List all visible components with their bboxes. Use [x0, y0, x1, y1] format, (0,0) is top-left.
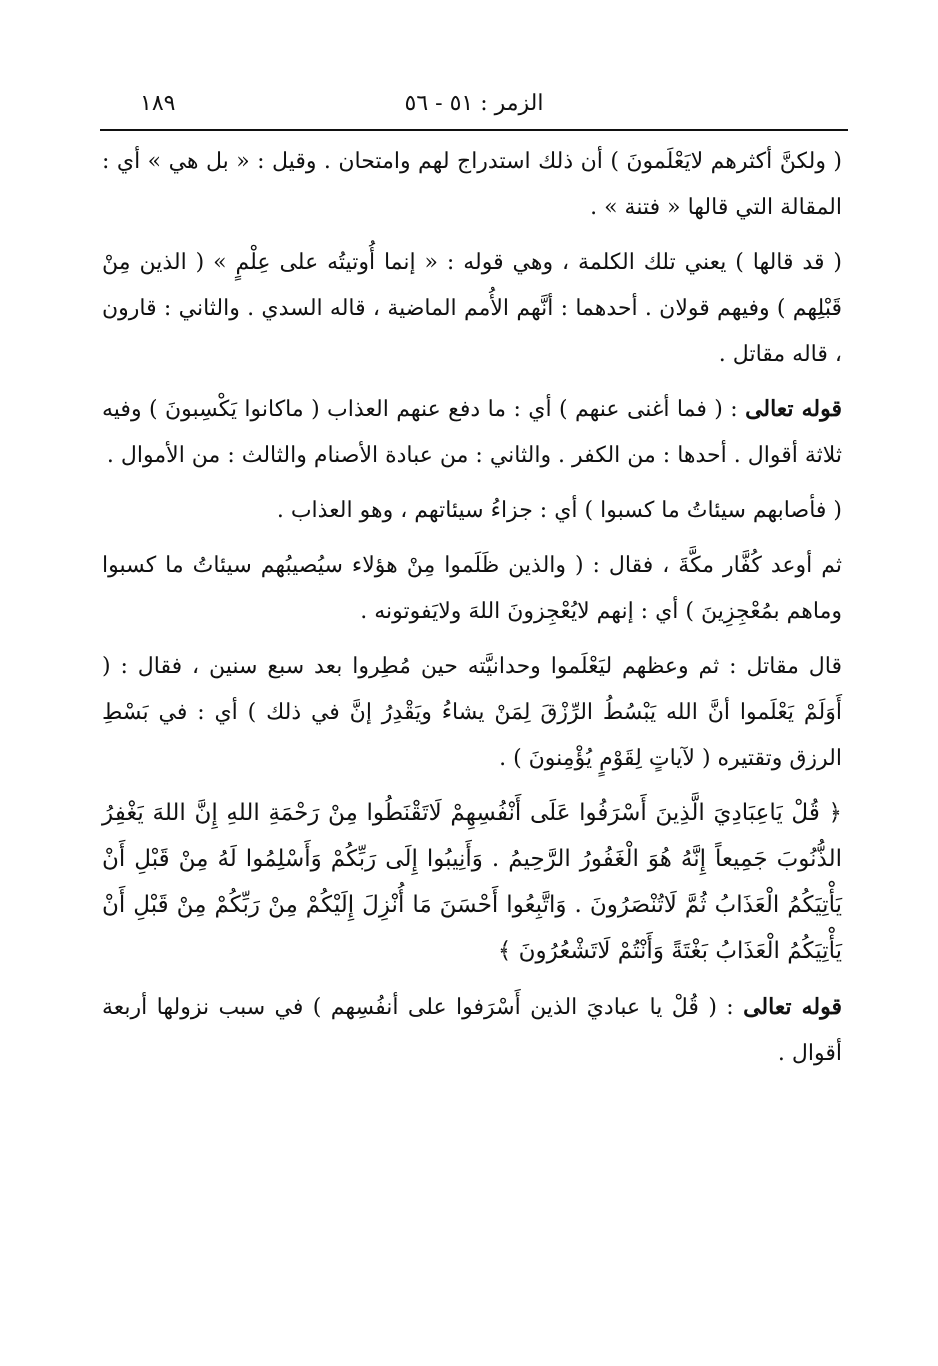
paragraph-text: قال مقاتل : ثم وعظهم ليَعْلَموا وحدانيَّته حين مُطِروا بعد سبع سنين ، فقال : ( أَوَلَمْ يَعْلَموا أنَّ الله يَبْسُطُ الرِّزْقَ لِمَنْ يشاءُ ويَقْدِرُ إنَّ في ذلك ) أي : في بَسْطِ الرزق وتقتيره ( لآياتٍ لِقَوْمٍ يُؤْمِنونَ ) .: [102, 654, 842, 771]
running-title: الزمر : ٥١ - ٥٦: [404, 91, 544, 116]
quran-text: ﴿ قُلْ يَاعِبَادِيَ الَّذِينَ أَسْرَفُوا عَلَى أَنْفُسِهِمْ لَاتَقْنَطُوا مِنْ رَحْمَةِ اللهِ إِنَّ اللهَ يَغْفِرُ الذُّنُوبَ جَمِيعاً إِنَّهُ هُوَ الْغَفُورُ الرَّحِيمُ . وَأَنِيبُوا إِلَى رَبِّكُمْ وَأَسْلِمُوا لَهُ مِنْ قَبْلِ أَنْ يَأْتِيَكُمُ الْعَذَابُ ثُمَّ لَاتُنْصَرُونَ . وَاتَّبِعُوا أَحْسَنَ مَا أُنْزِلَ إِلَيْكُمْ مِنْ رَبِّكُمْ مِنْ قَبْلِ أَنْ يَأْتِيَكُمُ الْعَذَابُ بَغْتَةً وَأَنْتُمْ لَاتَشْعُرُونَ ﴾: [102, 800, 842, 964]
paragraph-text: ( فأصابهم سيئاتُ ما كسبوا ) أي : جزاءُ سيئاتهم ، وهو العذاب .: [276, 498, 842, 523]
paragraph-text: ثم أوعد كُفَّار مكَّةَ ، فقال : ( والذين ظَلَموا مِنْ هؤلاء سيُصيبُهم سيئاتُ ما كسبوا وماهم بمُعْجِزِينَ ) أي : إنهم لايُعْجِزونَ اللهَ ولايَفوتونه .: [102, 553, 842, 624]
paragraph-2: [102, 239, 842, 378]
paragraph-lead: قوله تعالى: [745, 396, 842, 422]
paragraph-lead: قوله تعالى: [743, 994, 842, 1020]
paragraph-6: [102, 643, 842, 782]
paragraph-text: ( قد قالها ) يعني تلك الكلمة ، وهي قوله : « إنما أُوتيتُه على عِلْمٍ » ( الذين مِنْ قَبْلِهم ) وفيهم قولان . أحدهما : أنَّهم الأُمم الماضية ، قاله السدي . والثاني : قارون ، قاله مقاتل .: [102, 250, 842, 367]
paragraph-4: [102, 487, 842, 534]
paragraph-3: [102, 386, 842, 479]
paragraph-text: : ( قُلْ يا عباديَ الذين أَسْرَفوا على أنفُسِهم ) في سبب نزولها أربعة أقوال .: [102, 995, 842, 1066]
page-header: [100, 84, 848, 124]
paragraph-8: [102, 984, 842, 1077]
paragraph-text: : ( فما أغنى عنهم ) أي : ما دفع عنهم العذاب ( ماكانوا يَكْسِبونَ ) وفيه ثلاثة أقوال . أحدها : من الكفر . والثاني : من عبادة الأصنام والثالث : من الأموال .: [102, 397, 842, 468]
quran-passage: [102, 790, 842, 974]
paragraph-1: [102, 138, 842, 231]
paragraph-text: ( ولكنَّ أكثرهم لايَعْلَمونَ ) أن ذلك استدراج لهم وامتحان . وقيل : « بل هي » أي : المقالة التي قالها « فتنة » .: [102, 149, 842, 220]
paragraph-5: [102, 542, 842, 635]
body-text: [102, 138, 842, 1085]
page-number: ١٨٩: [140, 91, 176, 116]
header-rule: [100, 129, 848, 131]
